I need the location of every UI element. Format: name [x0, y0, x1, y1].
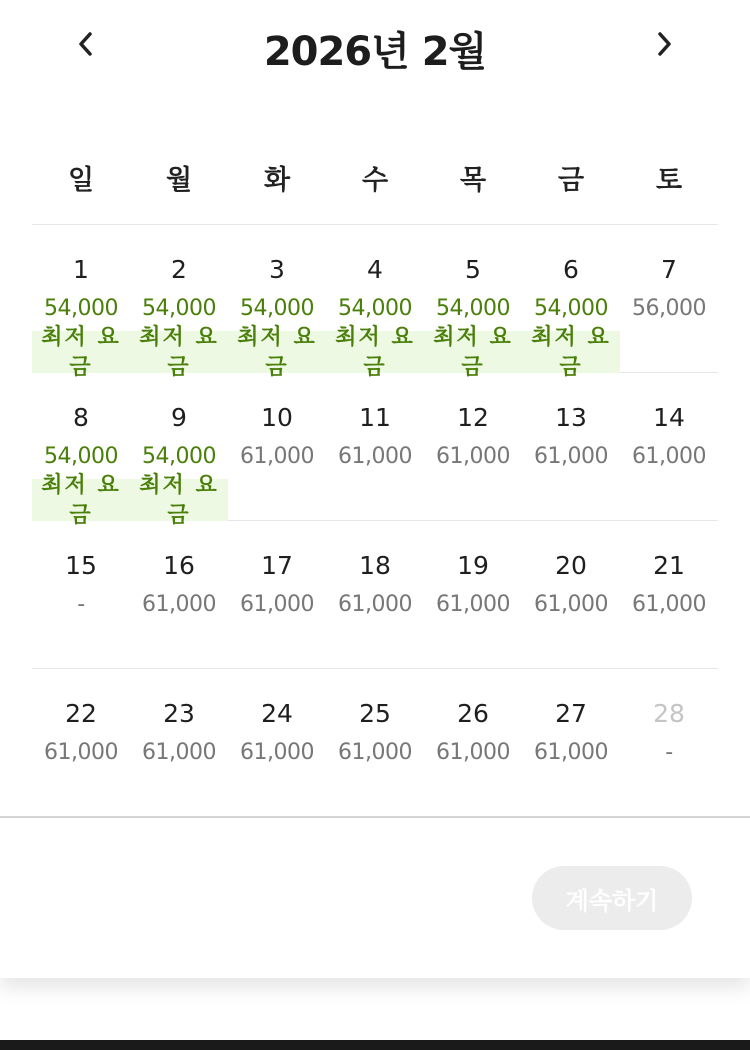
day-cell[interactable]	[522, 521, 620, 668]
lowest-price-label: 최저 요금	[139, 473, 219, 528]
day-price: 61,000	[240, 740, 314, 765]
day-number: 15	[65, 551, 97, 580]
day-cell[interactable]	[424, 669, 522, 817]
day-price: 54,000	[240, 296, 314, 321]
day-price: 61,000	[534, 740, 608, 765]
day-price: 61,000	[632, 444, 706, 469]
prev-month-button[interactable]	[64, 22, 108, 66]
day-cell[interactable]	[32, 225, 130, 380]
day-cell[interactable]	[424, 373, 522, 520]
month-title: 2026년 2월	[263, 29, 487, 75]
day-number: 12	[457, 403, 489, 432]
day-cell[interactable]	[326, 669, 424, 817]
day-number: 18	[359, 551, 391, 580]
continue-button[interactable]: 계속하기	[532, 866, 692, 930]
day-number: 21	[653, 551, 685, 580]
day-price: 54,000	[142, 444, 216, 469]
day-price: 54,000	[44, 296, 118, 321]
day-price: 61,000	[142, 740, 216, 765]
day-cell[interactable]	[326, 225, 424, 380]
day-number: 24	[261, 699, 293, 728]
day-cell[interactable]	[130, 225, 228, 380]
day-price: 61,000	[338, 444, 412, 469]
day-price: 61,000	[240, 444, 314, 469]
day-cell[interactable]	[424, 225, 522, 380]
day-number: 16	[163, 551, 195, 580]
day-number: 20	[555, 551, 587, 580]
bottom-bar	[0, 1040, 750, 1050]
day-price: 54,000	[44, 444, 118, 469]
day-number: 4	[367, 255, 383, 284]
weekday-header-row	[32, 158, 718, 204]
weekday-wed: 수	[361, 165, 389, 196]
day-cell[interactable]	[228, 225, 326, 380]
lowest-price-label: 최저 요금	[531, 325, 611, 380]
day-price: 61,000	[632, 592, 706, 617]
day-cell[interactable]	[620, 225, 718, 372]
day-number: 11	[359, 403, 391, 432]
weekday-sun: 일	[67, 165, 95, 196]
day-cell[interactable]	[522, 225, 620, 380]
day-price: 61,000	[338, 740, 412, 765]
day-number: 17	[261, 551, 293, 580]
day-cell[interactable]	[32, 521, 130, 668]
day-cell[interactable]	[326, 373, 424, 520]
day-cell[interactable]	[424, 521, 522, 668]
weekday-tue: 화	[263, 165, 291, 196]
lowest-price-label: 최저 요금	[433, 325, 513, 380]
lowest-price-label: 최저 요금	[139, 325, 219, 380]
day-price: 61,000	[534, 444, 608, 469]
day-price: 56,000	[632, 296, 706, 321]
day-cell[interactable]	[228, 521, 326, 668]
day-number: 3	[269, 255, 285, 284]
day-cell[interactable]	[130, 373, 228, 528]
day-number: 13	[555, 403, 587, 432]
day-number: 10	[261, 403, 293, 432]
day-price: -	[77, 592, 85, 617]
day-price: 61,000	[240, 592, 314, 617]
day-cell[interactable]	[228, 373, 326, 520]
calendar-grid	[32, 225, 718, 817]
day-price: 54,000	[338, 296, 412, 321]
day-cell[interactable]	[522, 669, 620, 817]
day-price: 61,000	[44, 740, 118, 765]
day-number: 22	[65, 699, 97, 728]
day-cell[interactable]	[32, 669, 130, 817]
day-cell	[620, 669, 718, 817]
weekday-thu: 목	[459, 165, 487, 196]
week-row	[32, 373, 718, 528]
day-number: 26	[457, 699, 489, 728]
chevron-left-icon	[76, 30, 96, 58]
calendar-header	[0, 0, 750, 100]
day-price: 61,000	[534, 592, 608, 617]
lowest-price-label: 최저 요금	[335, 325, 415, 380]
day-number: 2	[171, 255, 187, 284]
day-price: 61,000	[436, 592, 510, 617]
day-price: 54,000	[142, 296, 216, 321]
day-number: 9	[171, 403, 187, 432]
day-cell[interactable]	[620, 521, 718, 668]
next-month-button[interactable]	[642, 22, 686, 66]
day-price: 61,000	[436, 740, 510, 765]
day-price: 54,000	[534, 296, 608, 321]
day-price: 61,000	[436, 444, 510, 469]
day-cell[interactable]	[130, 521, 228, 668]
lowest-price-label: 최저 요금	[41, 325, 121, 380]
day-number: 6	[563, 255, 579, 284]
day-cell[interactable]	[620, 373, 718, 520]
day-number: 28	[653, 699, 685, 728]
day-number: 19	[457, 551, 489, 580]
day-price: 54,000	[436, 296, 510, 321]
day-number: 14	[653, 403, 685, 432]
day-price: 61,000	[338, 592, 412, 617]
day-number: 5	[465, 255, 481, 284]
day-cell[interactable]	[32, 373, 130, 528]
day-cell[interactable]	[130, 669, 228, 817]
day-number: 7	[661, 255, 677, 284]
day-number: 27	[555, 699, 587, 728]
week-row	[32, 225, 718, 380]
weekday-mon: 월	[165, 165, 193, 196]
day-cell[interactable]	[326, 521, 424, 668]
day-price: -	[665, 740, 673, 765]
week-row	[32, 669, 718, 817]
week-row	[32, 521, 718, 669]
day-cell[interactable]	[522, 373, 620, 520]
day-number: 8	[73, 403, 89, 432]
lowest-price-label: 최저 요금	[237, 325, 317, 380]
weekday-sat: 토	[655, 165, 683, 196]
weekday-fri: 금	[557, 165, 585, 196]
day-number: 25	[359, 699, 391, 728]
day-cell[interactable]	[228, 669, 326, 817]
day-price: 61,000	[142, 592, 216, 617]
day-number: 1	[73, 255, 89, 284]
lowest-price-label: 최저 요금	[41, 473, 121, 528]
footer-divider	[0, 816, 750, 818]
day-number: 23	[163, 699, 195, 728]
chevron-right-icon	[654, 30, 674, 58]
